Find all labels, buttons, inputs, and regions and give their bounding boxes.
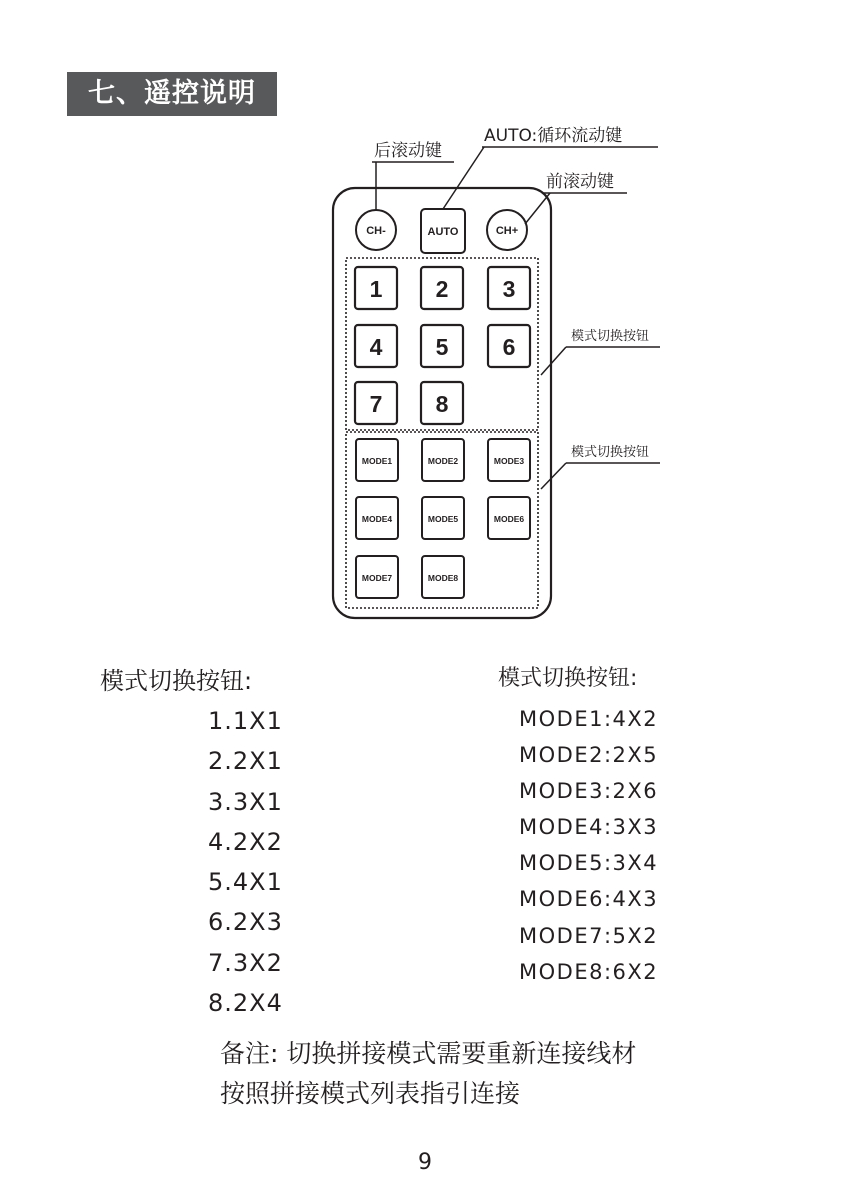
svg-text:MODE2: MODE2 [427,456,459,466]
svg-text:AUTO:循环流动键: AUTO:循环流动键 [484,126,623,146]
list-item: 2.2X1 [208,747,283,776]
svg-text:后滚动键: 后滚动键 [374,141,442,161]
number-key-6[interactable] [488,325,530,367]
ch-plus-key[interactable] [487,210,527,250]
svg-text:7: 7 [369,391,383,417]
mode-key-4[interactable] [356,497,398,539]
svg-text:MODE7: MODE7 [361,573,393,583]
mode-key-7[interactable] [356,556,398,598]
ch-minus-key[interactable] [356,210,396,250]
list-item: MODE3:2X6 [519,779,659,804]
auto-key[interactable] [421,209,465,253]
list-item: MODE1:4X2 [519,707,659,731]
mode-key-5[interactable] [422,497,464,539]
list-item: 4.2X2 [208,827,283,856]
number-key-1[interactable] [355,267,397,309]
number-key-5[interactable] [421,325,463,367]
callout-mode-switch-modes [541,444,660,489]
svg-text:4: 4 [369,334,383,360]
list-item: MODE4:3X3 [519,815,659,840]
number-key-2[interactable] [421,267,463,309]
mode-key-2[interactable] [422,439,464,481]
svg-text:模式切换按钮: 模式切换按钮 [571,329,650,344]
page-number: 9 [418,1150,432,1175]
note-line-1: 备注: 切换拼接模式需要重新连接线材 [220,1039,637,1068]
ch-minus-label: CH- [366,225,386,237]
list-item: MODE8:6X2 [519,959,659,984]
number-key-7[interactable] [355,382,397,424]
section-title: 七、遥控说明 [67,72,277,116]
svg-text:2: 2 [435,276,449,302]
mode-key-3[interactable] [488,439,530,481]
svg-text:模式切换按钮: 模式切换按钮 [571,445,650,460]
svg-text:3: 3 [502,276,516,302]
list-item: 8.2X4 [208,989,283,1018]
list-item: MODE6:4X3 [519,887,659,912]
svg-text:5: 5 [435,334,449,360]
note-line-2: 按照拼接模式列表指引连接 [220,1079,521,1108]
number-key-8[interactable] [421,382,463,424]
svg-text:MODE8: MODE8 [427,573,459,583]
svg-text:8: 8 [435,391,449,417]
svg-text:MODE4: MODE4 [361,514,393,524]
list-item: 1.1X1 [208,707,283,735]
right-mode-list [519,701,658,990]
number-key-4[interactable] [355,325,397,367]
list-item: 7.3X2 [208,948,283,977]
mode-key-8[interactable] [422,556,464,598]
svg-text:MODE3: MODE3 [493,456,525,466]
right-column-heading: 模式切换按钮: [498,666,638,691]
ch-plus-label: CH+ [495,225,519,237]
list-item: MODE7:5X2 [519,923,659,948]
number-key-3[interactable] [488,267,530,309]
list-item: 5.4X1 [208,868,283,897]
svg-text:1: 1 [369,276,383,302]
callout-mode-switch-numbers [541,328,660,375]
auto-label: AUTO [427,226,459,238]
list-item: MODE5:3X4 [519,851,659,876]
svg-text:MODE1: MODE1 [361,456,393,466]
svg-text:MODE5: MODE5 [427,514,459,524]
list-item: 3.3X1 [208,787,283,816]
list-item: MODE2:2X5 [519,743,659,768]
svg-text:前滚动键: 前滚动键 [546,172,614,192]
list-item: 6.2X3 [208,908,283,937]
left-column-heading: 模式切换按钮: [100,667,253,695]
svg-text:6: 6 [502,334,516,360]
svg-text:MODE6: MODE6 [493,514,525,524]
mode-key-1[interactable] [356,439,398,481]
mode-key-6[interactable] [488,497,530,539]
left-mode-list [208,701,283,1023]
